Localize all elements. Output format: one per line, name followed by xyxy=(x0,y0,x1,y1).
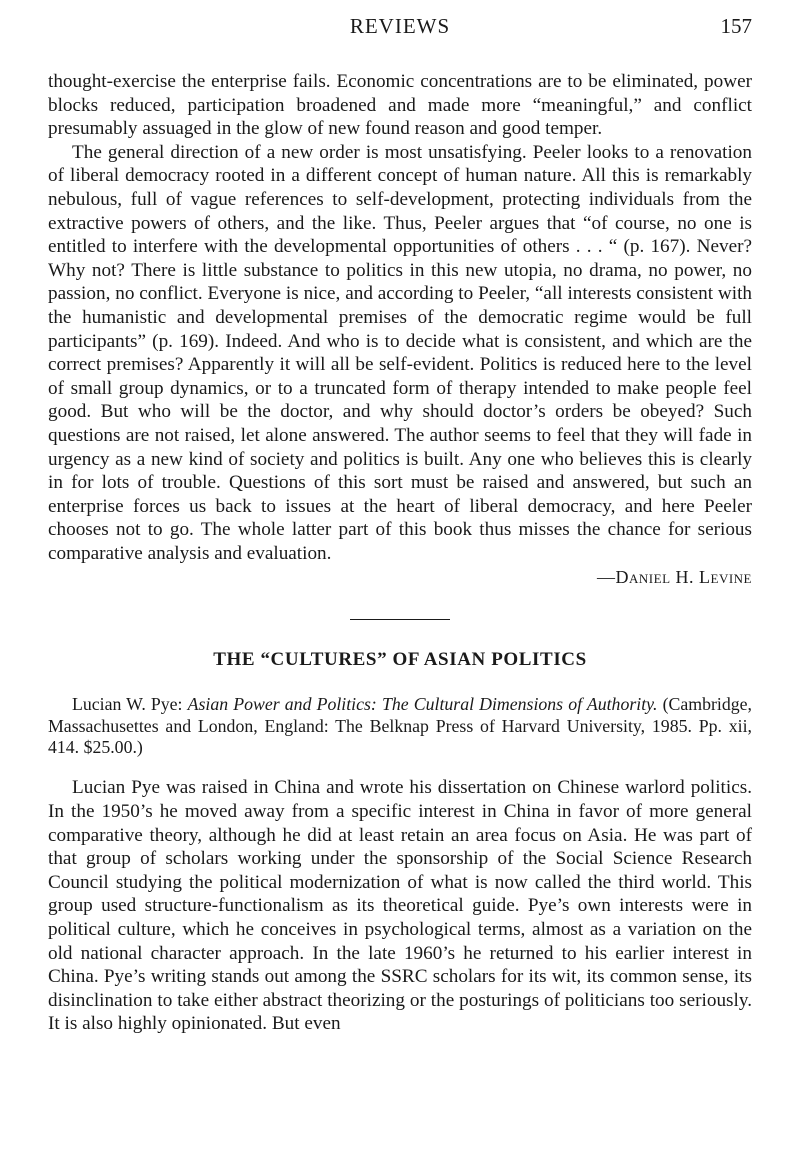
page-body xyxy=(48,70,752,1036)
citation-author: Lucian W. Pye: xyxy=(72,694,188,715)
citation-book-title: Asian Power and Politics: The Cultural Dimensions of Authority. xyxy=(187,694,658,715)
book-citation xyxy=(48,694,752,758)
section-divider xyxy=(350,619,450,620)
review2-paragraph-1: Lucian Pye was raised in China and wrote his dissertation on Chinese warlord politics. In the 1950’s he moved away from a specific interest in China in favor of more general comparative theory, although he did at least retain an area focus on Asia. He was part of that group of scholars working under the sponsorship of the Social Science Research Council studying the political modernization of what is now called the third world. This group used structure-functionalism as its theoretical guide. Pye’s own interests were in political culture, which he conceives in psychological terms, almost as a variation on the old national character approach. In the late 1960’s he returned to his earlier interest in China. Pye’s writing stands out among the SSRC scholars for its wit, its common sense, its disinclination to take either abstract theorizing or the posturings of politicians too seriously. It is also highly opinionated. But even xyxy=(48,777,752,1035)
review1-paragraph-2: The general direction of a new order is most unsatisfying. Peeler looks to a renovation of liberal democracy rooted in a different concept of human nature. All this is remarkably nebulous, full of vague references to self-development, protecting individuals from the extractive powers of others, and the like. Thus, Peeler argues that “of course, no one is entitled to interfere with the developmental opportunities of others . . . “ (p. 167). Never? Why not? There is little substance to politics in this new utopia, no drama, no power, no passion, no conflict. Everyone is nice, and according to Peeler, “all interests consistent with the humanistic and developmental premises of the democratic regime would be full participants” (p. 169). Indeed. And who is to decide what is consistent, and which are the correct premises? Apparently it will all be self-evident. Politics is reduced here to the level of small group dynamics, or to a truncated form of therapy intended to make people feel good. But who will be the doctor, and why should doctor’s orders be obeyed? Such questions are not raised, let alone answered. The author seems to feel that they will fade in urgency as a new kind of society and politics is built. Any one who believes this is clearly in for lots of trouble. Questions of this sort must be raised and answered, but such an enterprise forces us back to issues at the heart of liberal democracy, and here Peeler chooses not to go. The whole latter part of this book thus misses the chance for serious comparative analysis and evaluation. xyxy=(48,141,752,564)
page-number: 157 xyxy=(720,14,752,38)
citation-publication: (Cambridge, Massachusettes and London, England: The Belknap Press of Harvard University, 1985. Pp. xii, 414. $25.00.) xyxy=(48,694,752,758)
review1-paragraph-1: thought-exercise the enterprise fails. Economic concentrations are to be eliminated, power blocks reduced, participation broadened and made more “meaningful,” and conflict presumably assuaged in the glow of new found reason and good temper. xyxy=(48,71,752,140)
running-head: REVIEWS xyxy=(349,14,451,38)
page-header xyxy=(48,14,752,46)
review-title: THE “CULTURES” OF ASIAN POLITICS xyxy=(213,649,587,671)
reviewer-signature: —Daniel H. Levine xyxy=(597,567,752,588)
